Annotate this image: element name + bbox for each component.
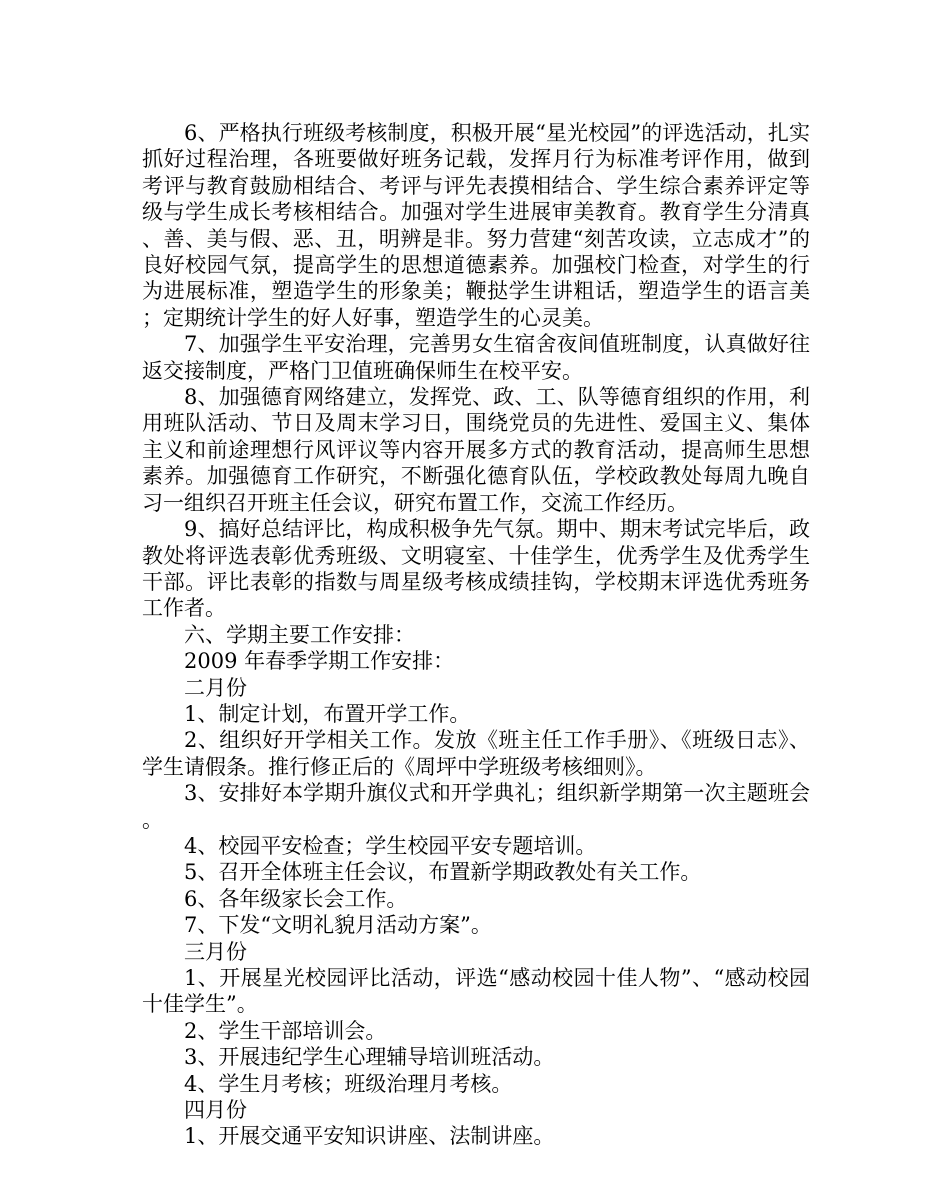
february-item-5: 5、召开全体班主任会议，布置新学期政教处有关工作。	[184, 860, 702, 885]
march-item-3: 3、开展违纪学生心理辅导培训班活动。	[184, 1045, 555, 1070]
february-item-2: 2、组织好开学相关工作。发放《班主任工作手册》、《班级日志》、学生请假条。推行修正后的《周坪中学班级考核细则》。	[142, 728, 810, 779]
april-item-1: 1、开展交通平安知识讲座、法制讲座。	[184, 1124, 555, 1149]
march-item-2: 2、学生干部培训会。	[184, 1018, 387, 1043]
month-heading-march: 三月份	[184, 939, 247, 964]
paragraph-item-9-evaluation: 9、搞好总结评比，构成积极争先气氛。期中、期末考试完毕后，政教处将评选表彰优秀班级、文明寝室、十佳学生，优秀学生及优秀学生干部。评比表彰的指数与周星级考核成绩挂钩，学校期末评选优秀班务工作者。	[142, 517, 810, 621]
document-body	[142, 120, 810, 1150]
february-item-1: 1、制定计划，布置开学工作。	[184, 701, 471, 726]
february-item-3: 3、安排好本学期升旗仪式和开学典礼；组织新学期第一次主题班会。	[142, 781, 810, 832]
march-item-4: 4、学生月考核；班级治理月考核。	[184, 1071, 513, 1096]
paragraph-item-6-class-assessment: 6、严格执行班级考核制度，积极开展“星光校园”的评选活动，扎实抓好过程治理，各班要做好班务记载，发挥月行为标准考评作用，做到考评与教育鼓励相结合、考评与评先表摸相结合、学生综合素养评定等级与学生成长考核相结合。加强对学生进展审美教育。教育学生分清真、善、美与假、恶、丑，明辨是非。努力营建“刻苦攻读，立志成才”的良好校园气氛，提高学生的思想道德素养。加强校门检查，对学生的行为进展标准，塑造学生的形象美；鞭挞学生讲粗话，塑造学生的语言美；定期统计学生的好人好事，塑造学生的心灵美。	[142, 121, 810, 330]
section-heading-semester-schedule: 六、学期主要工作安排：	[184, 622, 415, 647]
february-item-6: 6、各年级家长会工作。	[184, 886, 408, 911]
paragraph-item-7-safety-management: 7、加强学生平安治理，完善男女生宿舍夜间值班制度，认真做好往返交接制度，严格门卫值班确保师生在校平安。	[142, 332, 810, 383]
march-item-1: 1、开展星光校园评比活动，评选“感动校园十佳人物”、“感动校园十佳学生”。	[142, 966, 810, 1017]
february-item-7: 7、下发“文明礼貌月活动方案”。	[184, 913, 492, 938]
subheading-spring-2009: 2009 年春季学期工作安排：	[184, 649, 455, 674]
month-heading-february: 二月份	[184, 675, 247, 700]
month-heading-april: 四月份	[184, 1098, 247, 1123]
february-item-4: 4、校园平安检查；学生校园平安专题培训。	[184, 833, 597, 858]
paragraph-item-8-moral-network: 8、加强德育网络建立，发挥党、政、工、队等德育组织的作用，利用班队活动、节日及周末学习日，围绕党员的先进性、爱国主义、集体主义和前途理想行风评议等内容开展多方式的教育活动，提高师生思想素养。加强德育工作研究，不断强化德育队伍，学校政教处每周九晚自习一组织召开班主任会议，研究布置工作，交流工作经历。	[142, 385, 810, 515]
